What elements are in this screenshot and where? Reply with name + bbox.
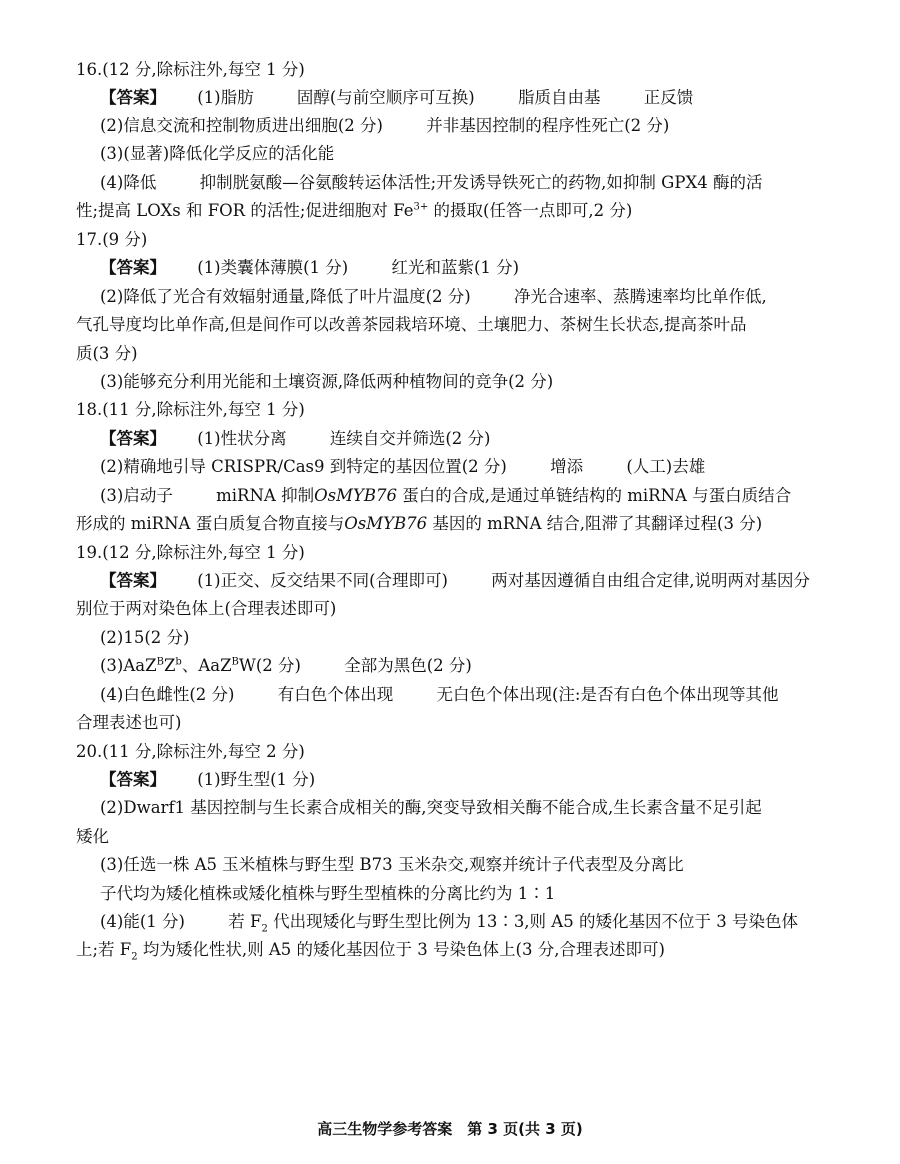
q18-answer-line2: [100, 459, 705, 476]
answer-text: (1)类囊体薄膜(1 分): [197, 258, 349, 277]
answer-text: (1)正交、反交结果不同(合理即可): [197, 571, 448, 590]
answer-text: 形成的 miRNA 蛋白质复合物直接与: [76, 514, 345, 533]
answer-text: 连续自交并筛选(2 分): [329, 429, 491, 448]
answer-text: 均为矮化性状,则 A5 的矮化基因位于 3 号染色体上(3 分,合理表述即可): [137, 940, 665, 959]
answer-text: (4)降低: [100, 173, 157, 192]
q16-heading: 16.(12 分,除标注外,每空 1 分): [76, 60, 305, 79]
q16-answer-line1: [100, 90, 693, 107]
answer-text: 固醇(与前空顺序可互换): [296, 88, 475, 107]
q16-answer-line5: [76, 203, 632, 220]
answer-text: 的摄取(任答一点即可,2 分): [428, 201, 633, 220]
answer-text: 全部为黑色(2 分): [344, 656, 472, 675]
q20-answer-line4: (3)任选一株 A5 玉米植株与野生型 B73 玉米杂交,观察并统计子代表型及分离比: [100, 855, 684, 874]
q20-answer-line7: [76, 940, 665, 963]
answer-text: (2)降低了光合有效辐射通量,降低了叶片温度(2 分): [100, 287, 471, 306]
q20-heading: 20.(11 分,除标注外,每空 2 分): [76, 742, 305, 761]
subscript: 2: [261, 923, 268, 935]
page-footer: 高三生物学参考答案 第 3 页(共 3 页): [317, 1120, 583, 1138]
answer-text: 脂质自由基: [518, 88, 601, 107]
q17-answer-line5: (3)能够充分利用光能和土壤资源,降低两种植物间的竞争(2 分): [100, 372, 554, 391]
q19-answer-line4: [100, 658, 472, 675]
answer-text: 并非基因控制的程序性死亡(2 分): [426, 116, 670, 135]
answer-text: 有白色个体出现: [277, 685, 394, 704]
q19-answer-line5: [100, 687, 779, 704]
q18-heading: 18.(11 分,除标注外,每空 1 分): [76, 400, 305, 419]
superscript: B: [231, 656, 239, 668]
q19-answer-line6: 合理表述也可): [76, 713, 182, 732]
answer-text: 抑制胱氨酸—谷氨酸转运体活性;开发诱导铁死亡的药物,如抑制 GPX4 酶的活: [199, 173, 763, 192]
answer-text: (3)AaZ: [100, 656, 157, 675]
answer-text: 蛋白的合成,是通过单链结构的 miRNA 与蛋白质结合: [396, 486, 792, 505]
answer-tag: 【答案】: [100, 571, 166, 590]
superscript: 3+: [413, 201, 429, 213]
answer-text: (3)启动子: [100, 486, 173, 505]
subscript: 2: [131, 951, 138, 963]
q20-answer-line6: [100, 912, 798, 935]
q19-heading: 19.(12 分,除标注外,每空 1 分): [76, 543, 305, 562]
answer-text: 无白色个体出现(注:是否有白色个体出现等其他: [436, 685, 779, 704]
answer-text: 上;若 F: [76, 940, 132, 959]
answer-text: 红光和蓝紫(1 分): [391, 258, 520, 277]
gene-name: OsMYB76: [344, 514, 428, 533]
q16-answer-line2: [100, 118, 669, 135]
answer-text: 、AaZ: [181, 656, 232, 675]
q17-answer-line2: [100, 289, 767, 306]
q17-answer-line1: [100, 260, 519, 277]
answer-text: (2)精确地引导 CRISPR/Cas9 到特定的基因位置(2 分): [100, 457, 507, 476]
answer-text: 增添: [550, 457, 584, 476]
superscript: B: [156, 656, 164, 668]
gene-name: OsMYB76: [314, 486, 397, 505]
answer-text: (4)能(1 分): [100, 912, 185, 931]
q19-answer-line1: [100, 573, 810, 590]
q18-answer-line1: [100, 431, 491, 448]
answer-text: (1)野生型(1 分): [197, 770, 316, 789]
q20-answer-line3: 矮化: [76, 827, 109, 846]
q17-answer-line4: 质(3 分): [76, 344, 138, 363]
answer-text: 正反馈: [643, 88, 694, 107]
answer-text: 若 F: [228, 912, 262, 931]
q19-answer-line3: (2)15(2 分): [100, 628, 190, 647]
q18-answer-line4: [76, 516, 762, 533]
answer-tag: 【答案】: [100, 429, 166, 448]
answer-text: 净光合速率、蒸腾速率均比单作低,: [513, 287, 767, 306]
superscript: b: [175, 656, 182, 668]
answer-text: (4)白色雌性(2 分): [100, 685, 235, 704]
answer-text: (1)脂肪: [197, 88, 254, 107]
q20-answer-line1: [100, 772, 315, 789]
answer-text: 性;提高 LOXs 和 FOR 的活性;促进细胞对 Fe: [76, 201, 414, 220]
q16-answer-line4: [100, 175, 762, 192]
answer-text: miRNA 抑制: [216, 486, 315, 505]
q18-answer-line3: [100, 488, 791, 505]
q17-heading: 17.(9 分): [76, 230, 148, 249]
answer-tag: 【答案】: [100, 88, 166, 107]
q16-answer-line3: (3)(显著)降低化学反应的活化能: [100, 144, 335, 163]
answer-text: 代出现矮化与野生型比例为 13∶3,则 A5 的矮化基因不位于 3 号染色体: [267, 912, 798, 931]
answer-text: 基因的 mRNA 结合,阻滞了其翻译过程(3 分): [427, 514, 763, 533]
answer-text: Z: [163, 656, 176, 675]
answer-tag: 【答案】: [100, 258, 166, 277]
answer-text: 两对基因遵循自由组合定律,说明两对基因分: [491, 571, 810, 590]
answer-text: W(2 分): [238, 656, 301, 675]
answer-text: (2)信息交流和控制物质进出细胞(2 分): [100, 116, 383, 135]
answer-text: (人工)去雄: [626, 457, 706, 476]
answer-text: (1)性状分离: [197, 429, 287, 448]
q20-answer-line5: 子代均为矮化植株或矮化植株与野生型植株的分离比约为 1∶1: [100, 884, 556, 903]
q19-answer-line2: 别位于两对染色体上(合理表述即可): [76, 599, 337, 618]
q20-answer-line2: (2)Dwarf1 基因控制与生长素合成相关的酶,突变导致相关酶不能合成,生长素含量不足引起: [100, 798, 762, 817]
q17-answer-line3: 气孔导度均比单作高,但是间作可以改善茶园栽培环境、土壤肥力、茶树生长状态,提高茶叶品: [76, 315, 747, 334]
answer-tag: 【答案】: [100, 770, 166, 789]
